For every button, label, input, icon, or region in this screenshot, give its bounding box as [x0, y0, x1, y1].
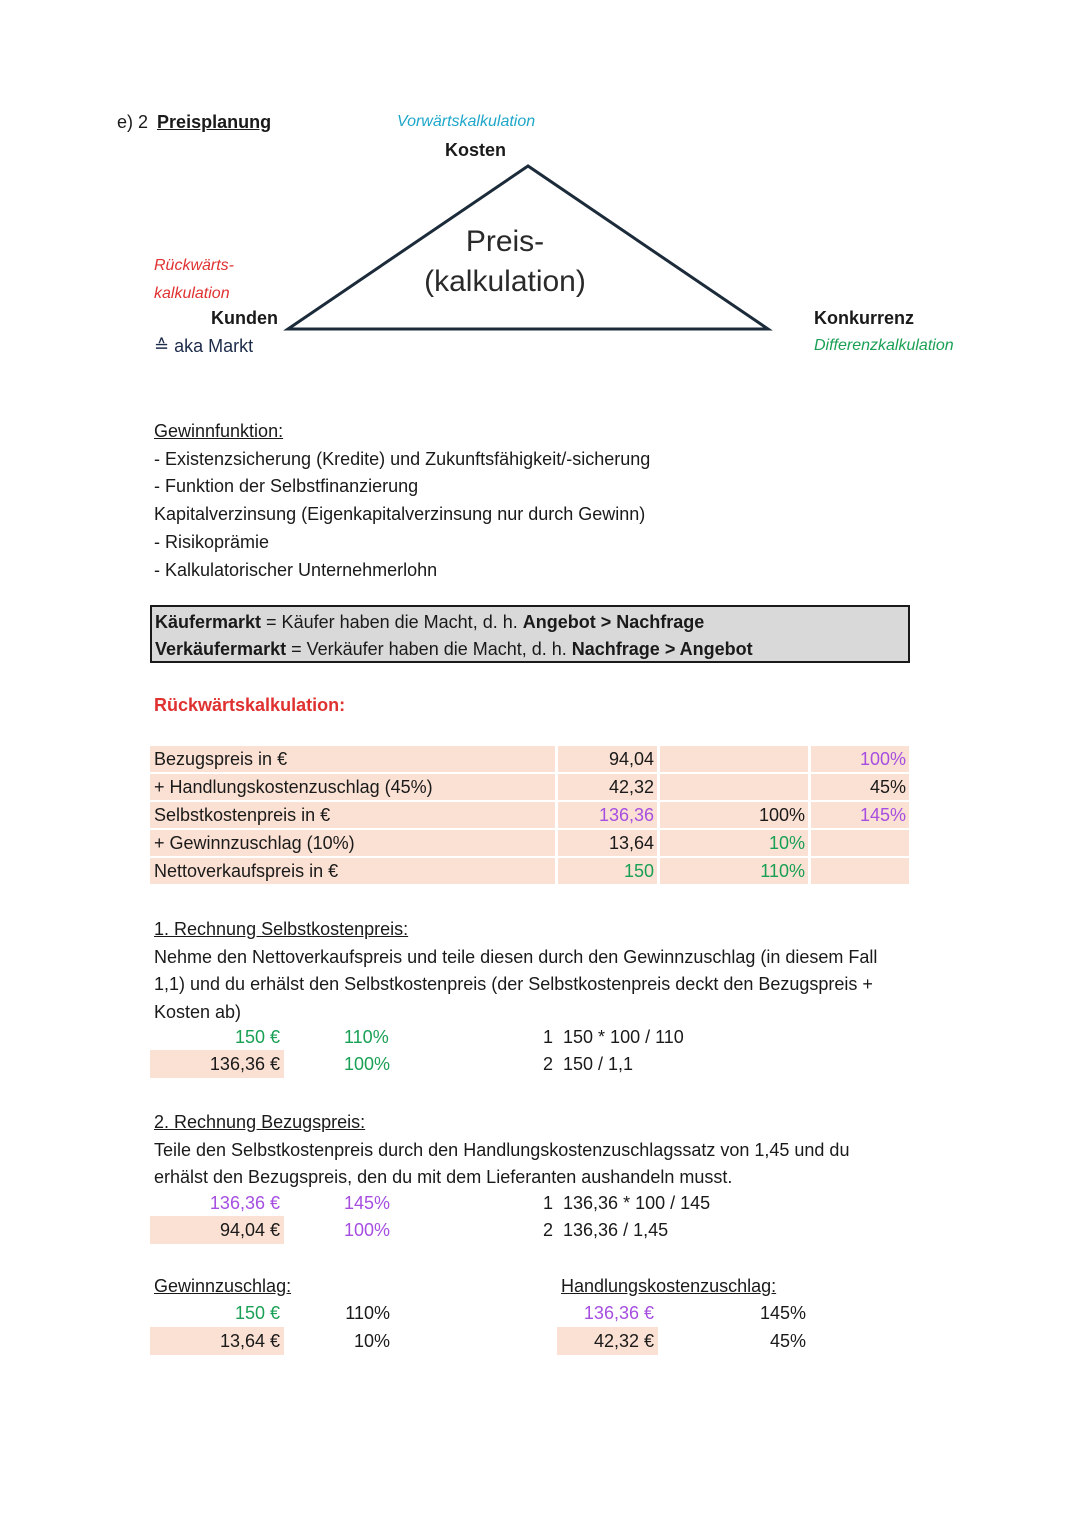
table-row-pct2 [811, 858, 909, 884]
verkaeufermarkt-term: Verkäufermarkt [155, 639, 287, 659]
table-row-pct2: 145% [811, 802, 909, 828]
handlungskosten-value-1: 136,36 € [583, 1303, 654, 1323]
left-vertex-note: ≙ aka Markt [154, 336, 254, 356]
table-row-pct1: 10% [660, 830, 808, 856]
table-row-pct2 [811, 830, 909, 856]
table-row-value: 136,36 [558, 802, 657, 828]
rueckwaerts-title: Rückwärtskalkulation: [154, 695, 346, 715]
section-title: Preisplanung [157, 112, 272, 132]
right-method-label: Differenzkalkulation [814, 337, 954, 354]
handlungskosten-title: Handlungskostenzuschlag: [561, 1276, 777, 1296]
rechnung1-title: 1. Rechnung Selbstkostenpreis: [154, 919, 409, 939]
center-line-1: Preis- [465, 225, 545, 258]
triangle-center-label [420, 222, 590, 302]
gewinnzuschlag-pct-2: 10% [353, 1331, 390, 1351]
table-row-label: + Gewinnzuschlag (10%) [150, 830, 555, 856]
left-vertex-label: Kunden [211, 308, 278, 328]
handlungskosten-pct-2: 45% [769, 1331, 806, 1351]
rechnung2-formula-2: 2 136,36 / 1,45 [543, 1220, 669, 1240]
rechnung1-formula-2: 2 150 / 1,1 [543, 1054, 634, 1074]
gewinnfunktion-item: - Kalkulatorischer Unternehmerlohn [154, 559, 438, 580]
table-row-label: + Handlungskostenzuschlag (45%) [150, 774, 555, 800]
rechnung1-text: Nehme den Nettoverkaufspreis und teile diesen durch den Gewinnzuschlag (in diesem Fall [154, 946, 878, 967]
gewinnzuschlag-value-2: 13,64 € [219, 1331, 280, 1351]
left-method-line-2: kalkulation [154, 285, 230, 302]
rechnung2-value-1: 136,36 € [209, 1193, 280, 1213]
kaeufermarkt-term: Käufermarkt [155, 612, 262, 632]
rechnung2-block [154, 1109, 849, 1192]
rechnung2-pct-2: 100% [344, 1220, 391, 1240]
handlungskosten-value-2: 42,32 € [593, 1331, 654, 1351]
rechnung2-text: erhälst den Bezugspreis, den du mit dem Lieferanten aushandeln musst. [154, 1167, 733, 1188]
top-method-label: Vorwärtskalkulation [397, 113, 536, 130]
left-method-line-1: Rückwärts- [154, 257, 235, 274]
table-row-pct1 [660, 746, 808, 772]
rechnung1-value-2: 136,36 € [209, 1054, 280, 1074]
rechnung1-formula-1: 1 150 * 100 / 110 [543, 1027, 684, 1047]
gewinnfunktion-item: Kapitalverzinsung (Eigenkapitalverzinsung nur durch Gewinn) [154, 504, 646, 525]
right-vertex-label: Konkurrenz [814, 308, 915, 328]
gewinnzuschlag-pct-1: 110% [345, 1303, 390, 1323]
rechnung2-pct-1: 145% [344, 1193, 391, 1213]
kaeufermarkt-relation: Angebot > Nachfrage [522, 612, 705, 632]
handlungskosten-pct-1: 145% [759, 1303, 806, 1323]
table-row-value: 42,32 [558, 774, 657, 800]
rechnung1-block [154, 916, 877, 1027]
left-method-label [154, 252, 234, 308]
center-line-2: (kalkulation) [424, 265, 586, 298]
gewinnzuschlag-title: Gewinnzuschlag: [154, 1276, 292, 1296]
table-row-pct2: 45% [811, 774, 909, 800]
rechnung2-formula-1: 1 136,36 * 100 / 145 [543, 1193, 711, 1213]
table-row-pct1 [660, 774, 808, 800]
top-vertex-label: Kosten [445, 140, 507, 160]
verkaeufermarkt-line [155, 638, 753, 660]
table-row-label: Selbstkostenpreis in € [150, 802, 555, 828]
gewinnfunktion-item: - Existenzsicherung (Kredite) und Zukunftsfähigkeit/-sicherung [154, 448, 651, 469]
market-definition-box [150, 605, 910, 663]
table-row-value: 13,64 [558, 830, 657, 856]
section-number: e) 2 [117, 112, 149, 132]
table-row-value: 150 [558, 858, 657, 884]
rechnung1-text: Kosten ab) [154, 1002, 242, 1023]
rechnung2-text: Teile den Selbstkostenpreis durch den Handlungskostenzuschlagssatz von 1,45 und du [154, 1139, 850, 1160]
rechnung1-pct-2: 100% [344, 1054, 391, 1074]
kaeufermarkt-text: = Käufer haben die Macht, d. h. [261, 612, 523, 632]
table-row-label: Bezugspreis in € [150, 746, 555, 772]
gewinnfunktion-item: - Funktion der Selbstfinanzierung [154, 476, 419, 497]
gewinnzuschlag-value-1: 150 € [234, 1303, 280, 1323]
kaeufermarkt-line [155, 611, 704, 633]
gewinnfunktion-title: Gewinnfunktion: [154, 421, 284, 441]
rechnung1-text: 1,1) und du erhälst den Selbstkostenpreis (der Selbstkostenpreis deckt den Bezugspreis + [154, 974, 873, 995]
gewinnfunktion-block [154, 418, 650, 584]
rechnung1-value-1: 150 € [234, 1027, 280, 1047]
rechnung2-title: 2. Rechnung Bezugspreis: [154, 1112, 366, 1132]
gewinnfunktion-item: - Risikoprämie [154, 531, 270, 552]
table-row-pct1: 100% [660, 802, 808, 828]
rechnung2-value-2: 94,04 € [219, 1220, 280, 1240]
table-row-label: Nettoverkaufspreis in € [150, 858, 555, 884]
table-row-pct2: 100% [811, 746, 909, 772]
verkaeufermarkt-text: = Verkäufer haben die Macht, d. h. [286, 639, 572, 659]
rechnung1-pct-1: 110% [344, 1027, 389, 1047]
table-row-pct1: 110% [660, 858, 808, 884]
verkaeufermarkt-relation: Nachfrage > Angebot [571, 639, 753, 659]
table-row-value: 94,04 [558, 746, 657, 772]
